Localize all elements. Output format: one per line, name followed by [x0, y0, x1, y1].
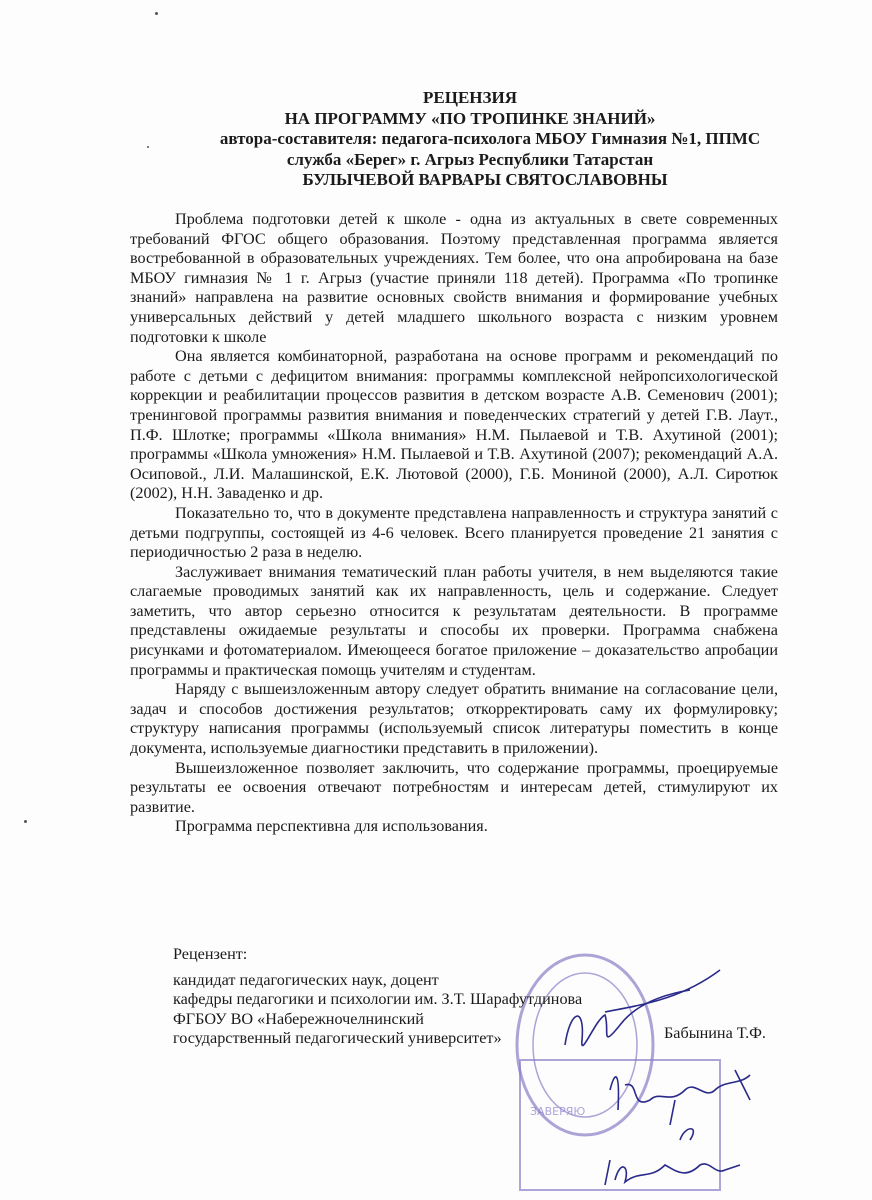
subtitle: НА ПРОГРАММУ «ПО ТРОПИНКЕ ЗНАНИЙ» [284, 108, 656, 128]
paragraph: Наряду с вышеизложенным автору следует обратить внимание на согласование цели, задач и способов достижения результатов; откорректировать саму их формулировку; структуру написания программы (используемый список литературы поместить в конце документа, используемые диагностики представить в приложении). [130, 680, 778, 758]
review-body [130, 210, 778, 837]
reviewer-org: государственный педагогический университет» [173, 1029, 502, 1048]
title: РЕЦЕНЗИЯ [423, 88, 517, 107]
author-name: БУЛЫЧЕВОЙ ВАРВАРЫ СВЯТОСЛАВОВНЫ [302, 170, 668, 189]
stamp-text: ЗАВЕРЯЮ [530, 1105, 586, 1118]
document-header [140, 88, 800, 191]
paragraph: Вышеизложенное позволяет заключить, что содержание программы, проецируемые результаты ее освоения отвечают потребностям и интересам детей, стимулируют их развитие. [130, 758, 778, 816]
paragraph: Заслуживает внимания тематический план работы учителя, в нем выделяются такие слагаемые проводимых занятий как их направленность, цель и содержание. Следует заметить, что автор серьезно относится к результатам деятельности. В программе представлены ожидаемые результаты и способы их проверки. Программа снабжена рисунками и фотоматериалом. Имеющееся богатое приложение – доказательство апробации программы и практическая помощь учителям и студентам. [130, 562, 778, 679]
reviewer-label: Рецензент: [173, 945, 248, 963]
scan-speck [155, 12, 158, 15]
author-line: служба «Берег» г. Агрыз Республики Татарстан [286, 149, 654, 169]
reviewer-name: Бабынина Т.Ф. [664, 1024, 766, 1042]
paragraph: Программа перспективна для использования. [175, 817, 488, 836]
paragraph: Проблема подготовки детей к школе - одна из актуальных в свете современных требований ФГОС общего образования. Поэтому представленная программа является востребованной в образовательных учреждениях. Тем более, что она апробирована на базе МБОУ гимназия № 1 г. Агрыз (участие приняли 118 детей). Программа «По тропинке знаний» направлена на развитие основных свойств внимания и формирование учебных универсальных действий у детей младшего школьного возраста с низким уровнем подготовки к школе [130, 210, 778, 346]
reviewer-org: ФГБОУ ВО «Набережночелнинский [173, 1009, 424, 1028]
reviewer-block [173, 945, 582, 1049]
reviewer-department: кафедры педагогики и психологии им. З.Т. Шарафутдинова [173, 990, 583, 1009]
scan-speck [24, 820, 27, 823]
paragraph: Показательно то, что в документе представлена направленность и структура занятий с детьми подгруппы, состоящей из 4-6 человек. Всего планируется проведение 21 занятия с периодичностью 2 раза в неделю. [130, 503, 778, 562]
reviewer-degree: кандидат педагогических наук, доцент [173, 970, 439, 989]
certification-stamp [520, 1060, 720, 1190]
author-line: автора-составителя: педагога-психолога МБОУ Гимназия №1, ППМС [219, 129, 761, 148]
paragraph: Она является комбинаторной, разработана на основе программ и рекомендаций по работе с детьми с дефицитом внимания: программы комплексной нейропсихологической коррекции и реабилитации процессов развития в детском возрасте А.В. Семенович (2001); тренинговой программы развития внимания и поведенческих стратегий у детей Г.В. Лаут., П.Ф. Шлотке; программы «Школа внимания» Н.М. Пылаевой и Т.В. Ахутиной (2001); программы «Школа умножения» Н.М. Пылаевой и Т.В. Ахутиной (2007); рекомендаций А.А. Осиповой., Л.И. Малашинской, Е.К. Лютовой (2000), Г.Б. Мониной (2000), А.Л. Сиротюк (2002), Н.Н. Заваденко и др. [130, 347, 778, 503]
